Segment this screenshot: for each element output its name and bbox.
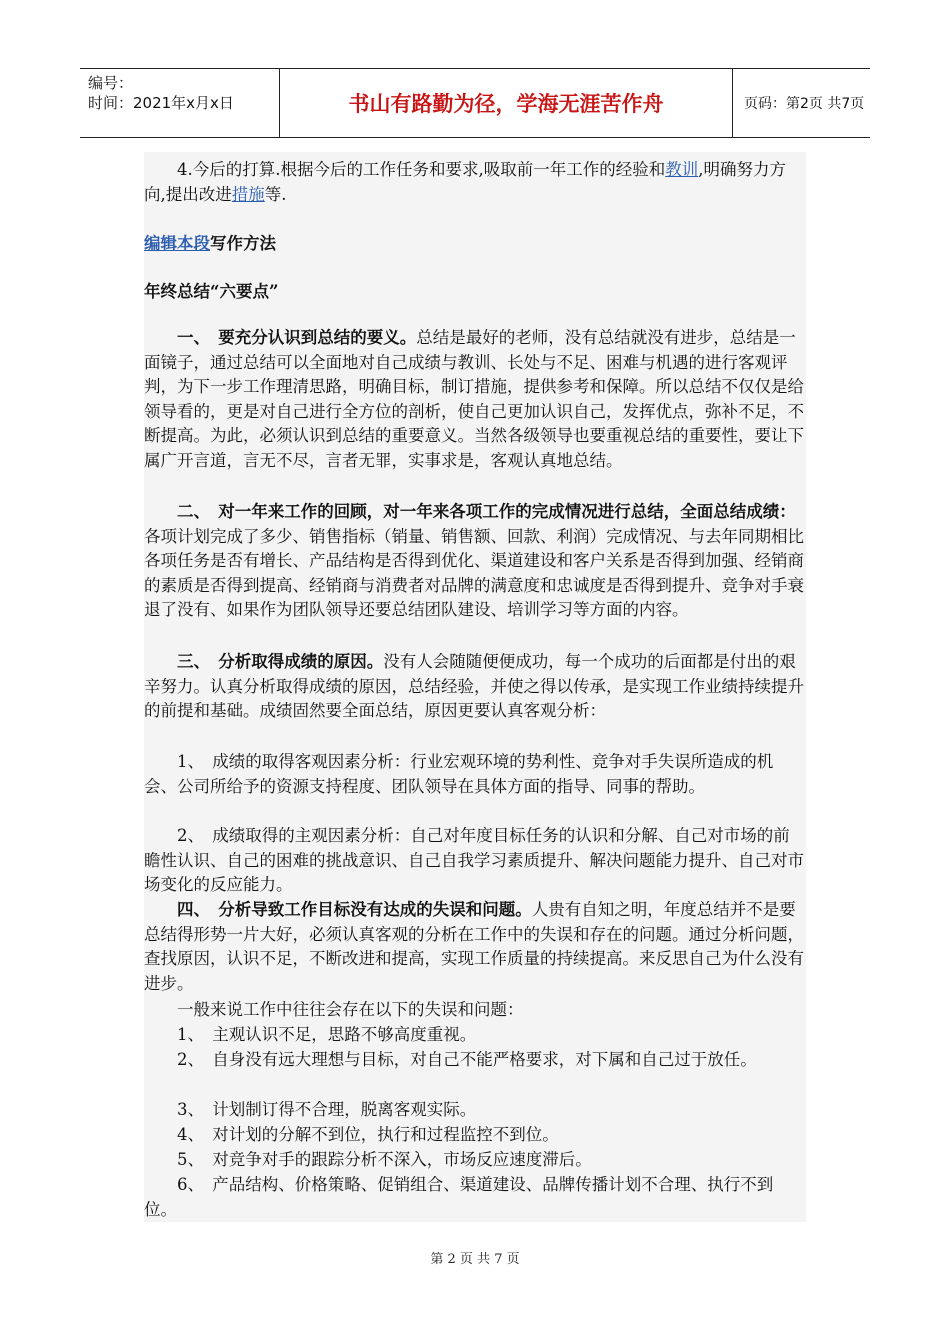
text-segment: 等. bbox=[264, 184, 287, 204]
paragraph-plans bbox=[144, 158, 806, 207]
text-segment: 4.今后的打算.根据今后的工作任务和要求,吸取前一年工作的经验和 bbox=[177, 160, 666, 179]
link-lessons[interactable]: 教训 bbox=[665, 160, 699, 179]
number-label: 编号： bbox=[88, 74, 134, 92]
point-two bbox=[144, 500, 806, 623]
list-item: 3、 计划制订得不合理，脱离客观实际。 bbox=[177, 1100, 477, 1119]
page-footer: 第 2 页 共 7 页 bbox=[430, 1252, 520, 1267]
point-three bbox=[144, 650, 806, 724]
list-item: 5、 对竞争对手的跟踪分析不深入，市场反应速度滞后。 bbox=[177, 1150, 592, 1169]
time-label: 时间：2021年x月x日 bbox=[88, 94, 234, 112]
motto: 书山有路勤为径，学海无涯苦作舟 bbox=[280, 69, 733, 137]
point-three-text: 没有人会随随便便成功，每一个成功的后面都是付出的艰辛努力。认真分析取得成绩的原因，总结经验，并使之得以传承，是实现工作业绩持续提升的前提和基础。成绩固然要全面总结，原因更要认真客观分析： bbox=[144, 652, 804, 720]
link-measures[interactable]: 措施 bbox=[231, 184, 265, 204]
point-one-text: 总结是最好的老师，没有总结就没有进步，总结是一面镜子，通过总结可以全面地对自己成绩与教训、长处与不足、困难与机遇的进行客观评判，为下一步工作理清思路，明确目标，制订措施，提供参考和保障。所以总结不仅仅是给领导看的，更是对自己进行全方位的剖析，使自己更加认识自己，发挥优点，弥补不足，不断提高。为此，必须认识到总结的重要意义。当然各级领导也要重视总结的重要性，要让下属广开言道，言无不尽，言者无罪，实事求是，客观认真地总结。 bbox=[144, 328, 804, 470]
issues-intro: 一般来说工作中往往会存在以下的失误和问题： bbox=[177, 1000, 524, 1019]
point-three-item-2: 2、 成绩取得的主观因素分析：自己对年度目标任务的认识和分解、自己对市场的前瞻性认识、自己的困难的挑战意识、自己自我学习素质提升、解决问题能力提升、自己对市场变化的反应能力。 bbox=[144, 826, 804, 894]
edit-section-link[interactable]: 编辑本段 bbox=[144, 234, 210, 253]
point-three-head: 三、 分析取得成绩的原因。 bbox=[177, 652, 384, 671]
header-table bbox=[80, 68, 870, 138]
point-one bbox=[144, 326, 806, 473]
point-four-head: 四、 分析导致工作目标没有达成的失误和问题。 bbox=[177, 900, 532, 919]
list-item: 2、 自身没有远大理想与目标，对自己不能严格要求，对下属和自己过于放任。 bbox=[177, 1050, 757, 1069]
section-heading bbox=[144, 232, 806, 257]
point-one-head: 一、 要充分认识到总结的要义。 bbox=[177, 328, 417, 347]
subheading: 年终总结“六要点” bbox=[144, 282, 279, 301]
header-meta bbox=[80, 69, 280, 137]
point-four bbox=[144, 898, 806, 996]
point-two-head: 二、 对一年来工作的回顾，对一年来各项工作的完成情况进行总结，全面总结成绩： bbox=[177, 502, 796, 521]
point-two-text: 各项计划完成了多少、销售指标（销量、销售额、回款、利润）完成情况、与去年同期相比各项任务是否有增长、产品结构是否得到优化、渠道建设和客户关系是否得到加强、经销商的素质是否得到提高、经销商与消费者对品牌的满意度和忠诚度是否得到提升、竞争对手衰退了没有、如果作为团队领导还要总结团队建设、培训学习等方面的内容。 bbox=[144, 526, 804, 619]
text-segment: ,明确努力方向,提出改进 bbox=[144, 160, 786, 204]
list-item: 6、 产品结构、价格策略、促销组合、渠道建设、品牌传播计划不合理、执行不到位。 bbox=[144, 1175, 774, 1219]
list-item: 4、 对计划的分解不到位，执行和过程监控不到位。 bbox=[177, 1125, 559, 1144]
page-info: 页码：第2页 共7页 bbox=[744, 96, 865, 112]
point-three-item-1: 1、 成绩的取得客观因素分析：行业宏观环境的势利性、竞争对手失误所造成的机会、公司所给予的资源支持程度、团队领导在具体方面的指导、同事的帮助。 bbox=[144, 752, 774, 796]
section-title: 写作方法 bbox=[210, 234, 276, 253]
document-body bbox=[144, 152, 806, 1222]
list-item: 1、 主观认识不足，思路不够高度重视。 bbox=[177, 1025, 477, 1044]
point-four-text: 人贵有自知之明，年度总结并不是要总结得形势一片大好，必须认真客观的分析在工作中的失误和存在的问题。通过分析问题，查找原因，认识不足，不断改进和提高，实现工作质量的持续提高。来反思自己为什么没有进步。 bbox=[144, 900, 804, 993]
